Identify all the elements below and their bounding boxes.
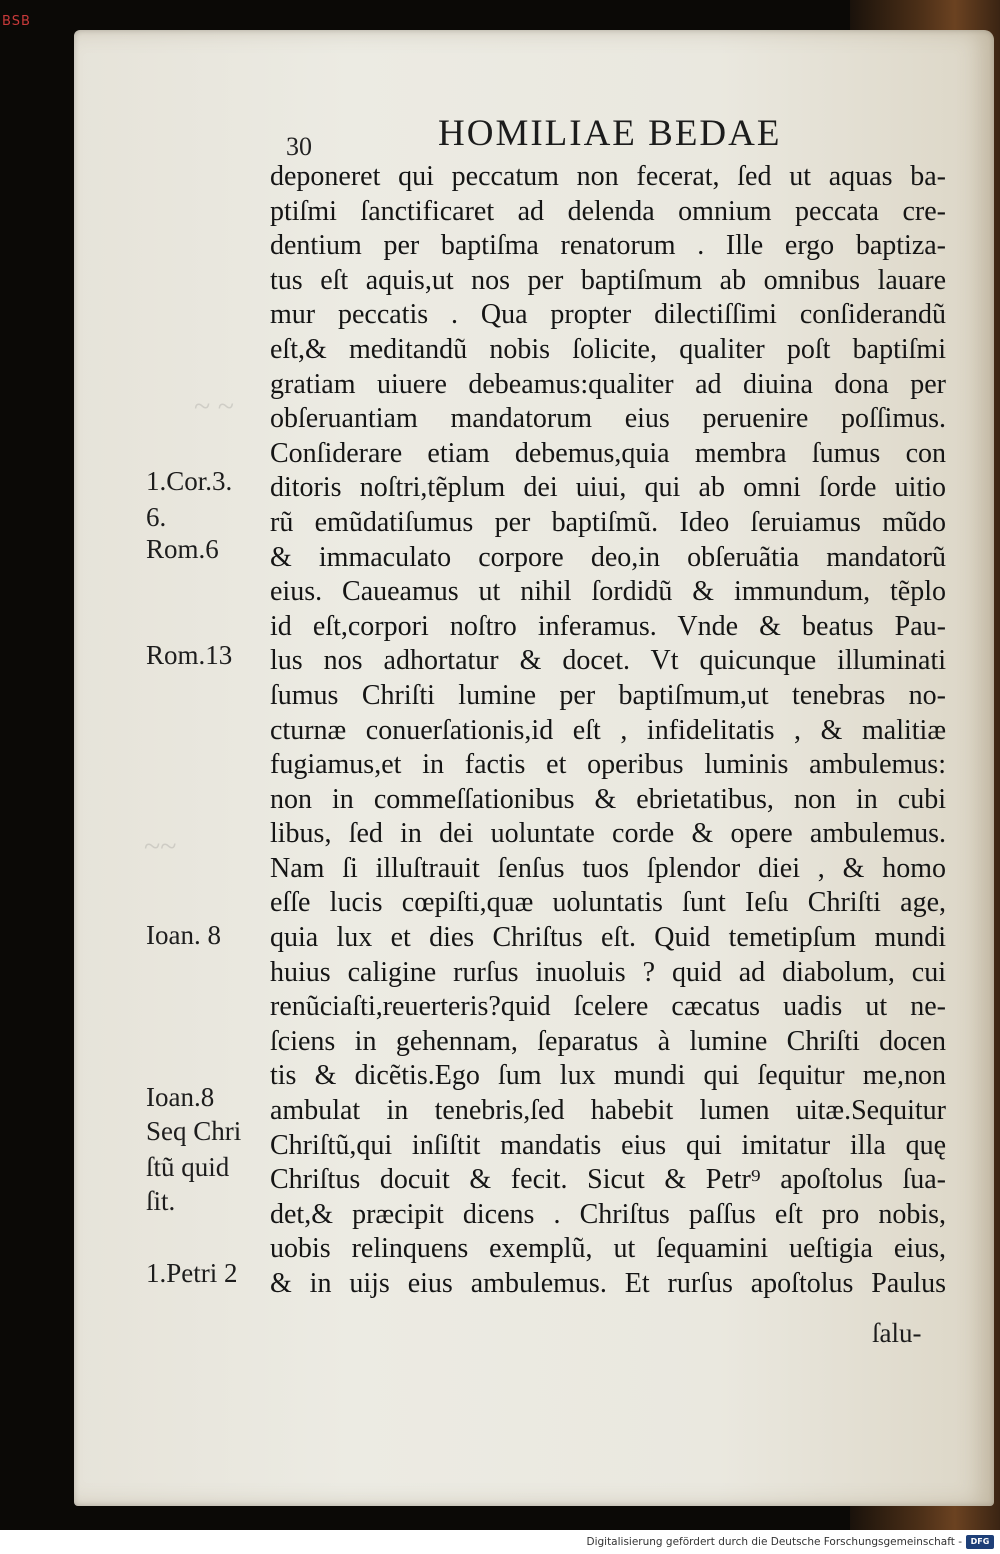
text-line: deponeret qui peccatum non fecerat, ſed ut aquas ba- xyxy=(270,161,946,192)
marginal-note: Seq Chri xyxy=(146,1116,242,1146)
text-line: rũ emũdatiſumus per baptiſmũ. Ideo ſeruiamus mũdo xyxy=(270,506,946,538)
library-logo: BSB xyxy=(2,14,31,29)
text-line: fugiamus,et in factis et operibus luminis ambulemus: xyxy=(270,749,946,781)
text-line: ſciens in gehennam, ſeparatus à lumine Chriſti docen xyxy=(270,1025,946,1057)
text-line: eſſe lucis cœpiſti,quæ uoluntatis ſunt Ieſu Chriſti age, xyxy=(270,887,946,919)
marginal-note: 6. xyxy=(146,502,167,532)
text-line: cturnæ conuerſationis,id eſt , infidelitatis , & malitiæ xyxy=(270,714,946,746)
text-line: ptiſmi ſanctificaret ad delenda omnium peccata cre- xyxy=(270,195,946,227)
text-line: det,& præcipit dicens . Chriſtus paſſus eſt pro nobis, xyxy=(270,1198,946,1230)
text-line: libus, ſed in dei uoluntate corde & opere ambulemus. xyxy=(270,818,946,850)
text-line: Chriſtũ,qui inſiſtit mandatis eius qui imitatur illa quę xyxy=(270,1129,946,1161)
marginal-note: 1.Petri 2 xyxy=(146,1258,238,1288)
text-line: lus nos adhortatur & docet. Vt quicunque illuminati xyxy=(270,645,946,677)
text-line: ambulat in tenebris,ſed habebit lumen uitæ.Sequitur xyxy=(270,1095,946,1127)
running-head: HOMILIAE BEDAE xyxy=(438,113,782,154)
text-line: Chriſtus docuit & fecit. Sicut & Petr⁹ apoſtolus ſua- xyxy=(270,1164,946,1196)
page-number: 30 xyxy=(286,132,312,161)
marginal-note: Ioan. 8 xyxy=(146,920,221,950)
marginal-note: Rom.13 xyxy=(146,640,233,670)
show-through-mark: ~~ xyxy=(144,830,177,863)
text-line: eius. Caueamus ut nihil ſordidũ & immundum, tẽplo xyxy=(270,576,946,608)
text-line: tis & dicẽtis.Ego ſum lux mundi qui ſequitur me,non xyxy=(270,1060,946,1092)
text-line: tus eſt aquis,ut nos per baptiſmum ab omnibus lauare xyxy=(270,264,946,296)
marginal-note: 1.Cor.3. xyxy=(146,466,233,496)
funding-credit: Digitalisierung gefördert durch die Deutsche Forschungsgemeinschaft - xyxy=(586,1536,962,1548)
marginal-note: ſtũ quid xyxy=(146,1152,230,1182)
text-line: uobis relinquens exemplũ, ut ſequamini ueſtigia eius, xyxy=(270,1233,946,1265)
text-line: non in commeſſationibus & ebrietatibus, non in cubi xyxy=(270,783,946,815)
text-line: gratiam uiuere debeamus:qualiter ad diuina dona per xyxy=(270,368,946,400)
text-line: ſumus Chriſti lumine per baptiſmum,ut tenebras no- xyxy=(270,679,946,711)
text-line: dentium per baptiſma renatorum . Ille ergo baptiza- xyxy=(270,230,946,262)
footer-bar xyxy=(0,1530,1000,1554)
text-line: Conſiderare etiam debemus,quia membra ſumus con xyxy=(270,437,946,469)
catchword: ſalu- xyxy=(872,1318,922,1348)
body-text xyxy=(270,160,946,1302)
text-line: mur peccatis . Qua propter dilectiſſimi conſiderandũ xyxy=(270,299,946,331)
text-line: id eſt,corpori noſtro inferamus. Vnde & beatus Pau- xyxy=(270,610,946,642)
marginal-note: ſit. xyxy=(146,1186,176,1216)
text-line: huius caligine rurſus inuoluis ? quid ad diabolum, cui xyxy=(270,956,946,988)
text-line: renũciaſti,reuerteris?quid ſcelere cæcatus uadis ut ne- xyxy=(270,991,946,1023)
text-line: quia lux et dies Chriſtus eſt. Quid temetipſum mundi xyxy=(270,922,946,954)
show-through-mark: ~ ~ xyxy=(194,390,234,423)
text-line: & in uijs eius ambulemus. Et rurſus apoſtolus Paulus xyxy=(270,1268,946,1299)
text-line: eſt,& meditandũ nobis ſolicite, qualiter poſt baptiſmi xyxy=(270,333,946,365)
text-line: obſeruantiam mandatorum eius peruenire poſſimus. xyxy=(270,403,946,435)
marginal-note: Ioan.8 xyxy=(146,1082,215,1112)
text-line: ditoris noſtri,tẽplum dei uiui, qui ab omni ſorde uitio xyxy=(270,472,946,504)
dfg-logo: DFG xyxy=(966,1535,994,1549)
text-line: Nam ſi illuſtrauit ſenſus tuos ſplendor diei , & homo xyxy=(270,852,946,884)
marginal-note: Rom.6 xyxy=(146,534,219,564)
text-line: & immaculato corpore deo,in obſeruãtia mandatorũ xyxy=(270,541,946,573)
